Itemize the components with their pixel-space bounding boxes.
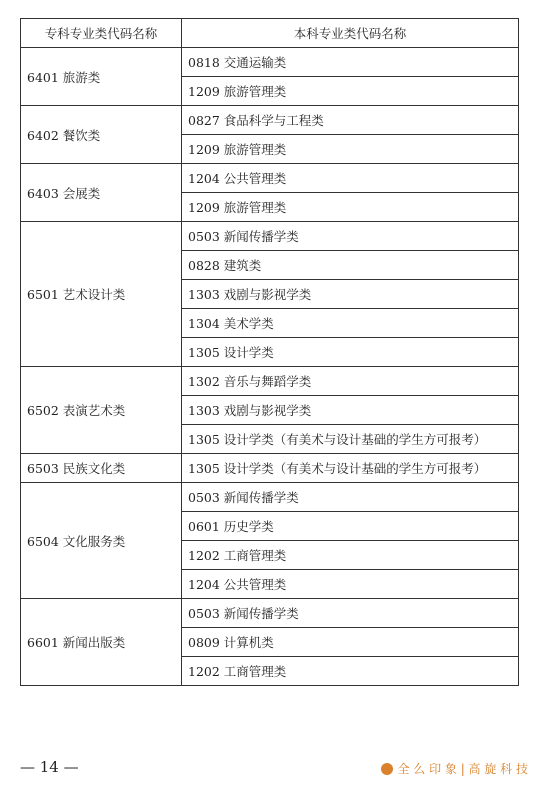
major-mapping-table <box>20 18 519 686</box>
undergrad-cell: 0503 新闻传播学类 <box>182 483 519 512</box>
undergrad-cell: 1204 公共管理类 <box>182 570 519 599</box>
table-row <box>21 483 519 512</box>
table-row <box>21 222 519 251</box>
specialty-cell: 6501 艺术设计类 <box>21 222 182 367</box>
undergrad-cell: 0601 历史学类 <box>182 512 519 541</box>
specialty-cell: 6503 民族文化类 <box>21 454 182 483</box>
undergrad-cell: 1202 工商管理类 <box>182 657 519 686</box>
undergrad-cell: 1305 设计学类（有美术与设计基础的学生方可报考） <box>182 454 519 483</box>
undergrad-cell: 1209 旅游管理类 <box>182 193 519 222</box>
logo-circle-icon <box>381 763 393 775</box>
specialty-cell: 6601 新闻出版类 <box>21 599 182 686</box>
undergrad-cell: 1305 设计学类（有美术与设计基础的学生方可报考） <box>182 425 519 454</box>
undergrad-cell: 0809 计算机类 <box>182 628 519 657</box>
undergrad-cell: 0503 新闻传播学类 <box>182 222 519 251</box>
header-undergrad: 本科专业类代码名称 <box>182 19 519 48</box>
undergrad-cell: 1209 旅游管理类 <box>182 135 519 164</box>
undergrad-cell: 1302 音乐与舞蹈学类 <box>182 367 519 396</box>
specialty-cell: 6403 会展类 <box>21 164 182 222</box>
undergrad-cell: 1303 戏剧与影视学类 <box>182 280 519 309</box>
table-row <box>21 599 519 628</box>
undergrad-cell: 1305 设计学类 <box>182 338 519 367</box>
undergrad-cell: 0827 食品科学与工程类 <box>182 106 519 135</box>
undergrad-cell: 1204 公共管理类 <box>182 164 519 193</box>
specialty-cell: 6502 表演艺术类 <box>21 367 182 454</box>
undergrad-cell: 1303 戏剧与影视学类 <box>182 396 519 425</box>
page-number: — 14 — <box>20 758 79 776</box>
table-row <box>21 48 519 77</box>
table-header-row <box>21 19 519 48</box>
table-row <box>21 367 519 396</box>
watermark-text: 全 么 印 象 | 高 旋 科 技 <box>397 762 528 776</box>
undergrad-cell: 1202 工商管理类 <box>182 541 519 570</box>
undergrad-cell: 0503 新闻传播学类 <box>182 599 519 628</box>
specialty-cell: 6401 旅游类 <box>21 48 182 106</box>
header-specialty: 专科专业类代码名称 <box>21 19 182 48</box>
watermark <box>381 760 528 777</box>
table-row <box>21 454 519 483</box>
table-row <box>21 106 519 135</box>
table-row <box>21 164 519 193</box>
undergrad-cell: 0828 建筑类 <box>182 251 519 280</box>
undergrad-cell: 1304 美术学类 <box>182 309 519 338</box>
specialty-cell: 6402 餐饮类 <box>21 106 182 164</box>
undergrad-cell: 0818 交通运输类 <box>182 48 519 77</box>
undergrad-cell: 1209 旅游管理类 <box>182 77 519 106</box>
specialty-cell: 6504 文化服务类 <box>21 483 182 599</box>
